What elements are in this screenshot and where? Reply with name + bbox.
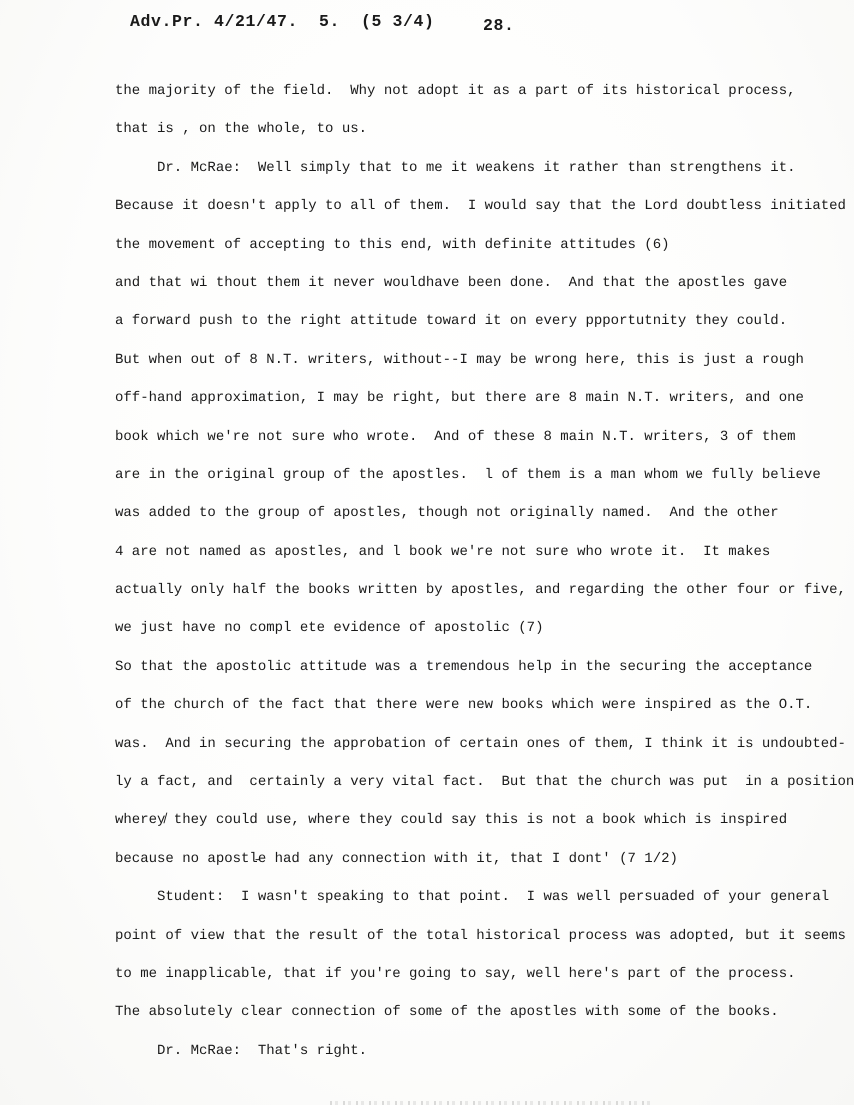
text-line: because no apostl̵e had any connection with it, that I dont' (7 1/2) (115, 850, 678, 867)
text-line: a forward push to the right attitude toward it on every ppportutnity they could. (115, 313, 788, 330)
text-line: and that wi thout them it never wouldhave been done. And that the apostles gave (115, 274, 788, 291)
text-line: that is , on the whole, to us. (115, 121, 368, 138)
text-line: Dr. McRae: Well simply that to me it weakens it rather than strengthens it. (115, 159, 796, 176)
text-line: Because it doesn't apply to all of them. I would say that the Lord doubtless initiated (115, 198, 846, 215)
text-line: So that the apostolic attitude was a tremendous help in the securing the acceptance (115, 658, 813, 675)
text-line: wherey̸ they could use, where they could say this is not a book which is inspired (115, 812, 788, 829)
text-line: the movement of accepting to this end, with definite attitudes (6) (115, 236, 670, 253)
text-line: was. And in securing the approbation of certain ones of them, I think it is undoubted- (115, 735, 846, 752)
text-line: of the church of the fact that there were new books which were inspired as the O.T. (115, 697, 813, 714)
text-line: we just have no compl ete evidence of apostolic (7) (115, 620, 544, 637)
header-reference: Adv.Pr. 4/21/47. 5. (5 3/4) (130, 12, 435, 31)
text-line: the majority of the field. Why not adopt it as a part of its historical process, (115, 83, 796, 99)
text-line: 4 are not named as apostles, and l book we're not sure who wrote it. It makes (115, 543, 771, 560)
page-header (0, 12, 854, 42)
text-line: actually only half the books written by apostles, and regarding the other four or five, (115, 582, 846, 599)
cut-off-text-artifact (330, 1101, 650, 1105)
text-line: off-hand approximation, I may be right, but there are 8 main N.T. writers, and one (115, 390, 804, 407)
text-line: book which we're not sure who wrote. And of these 8 main N.T. writers, 3 of them (115, 428, 796, 445)
text-line: to me inapplicable, that if you're going to say, well here's part of the process. (115, 965, 796, 982)
text-line: was added to the group of apostles, though not originally named. And the other (115, 505, 779, 522)
text-line: ly a fact, and certainly a very vital fact. But that the church was put in a position (115, 774, 854, 791)
text-line: Student: I wasn't speaking to that point. I was well persuaded of your general (115, 889, 830, 906)
text-line: The absolutely clear connection of some of the apostles with some of the books. (115, 1004, 779, 1021)
transcript-body (115, 72, 854, 1070)
text-line: point of view that the result of the total historical process was adopted, but it seems (115, 927, 846, 944)
text-line: But when out of 8 N.T. writers, without--I may be wrong here, this is just a rough (115, 351, 804, 368)
page-number: 28. (483, 16, 515, 35)
text-line: are in the original group of the apostles. l of them is a man whom we fully believe (115, 466, 821, 483)
text-line: Dr. McRae: That's right. (115, 1042, 368, 1059)
